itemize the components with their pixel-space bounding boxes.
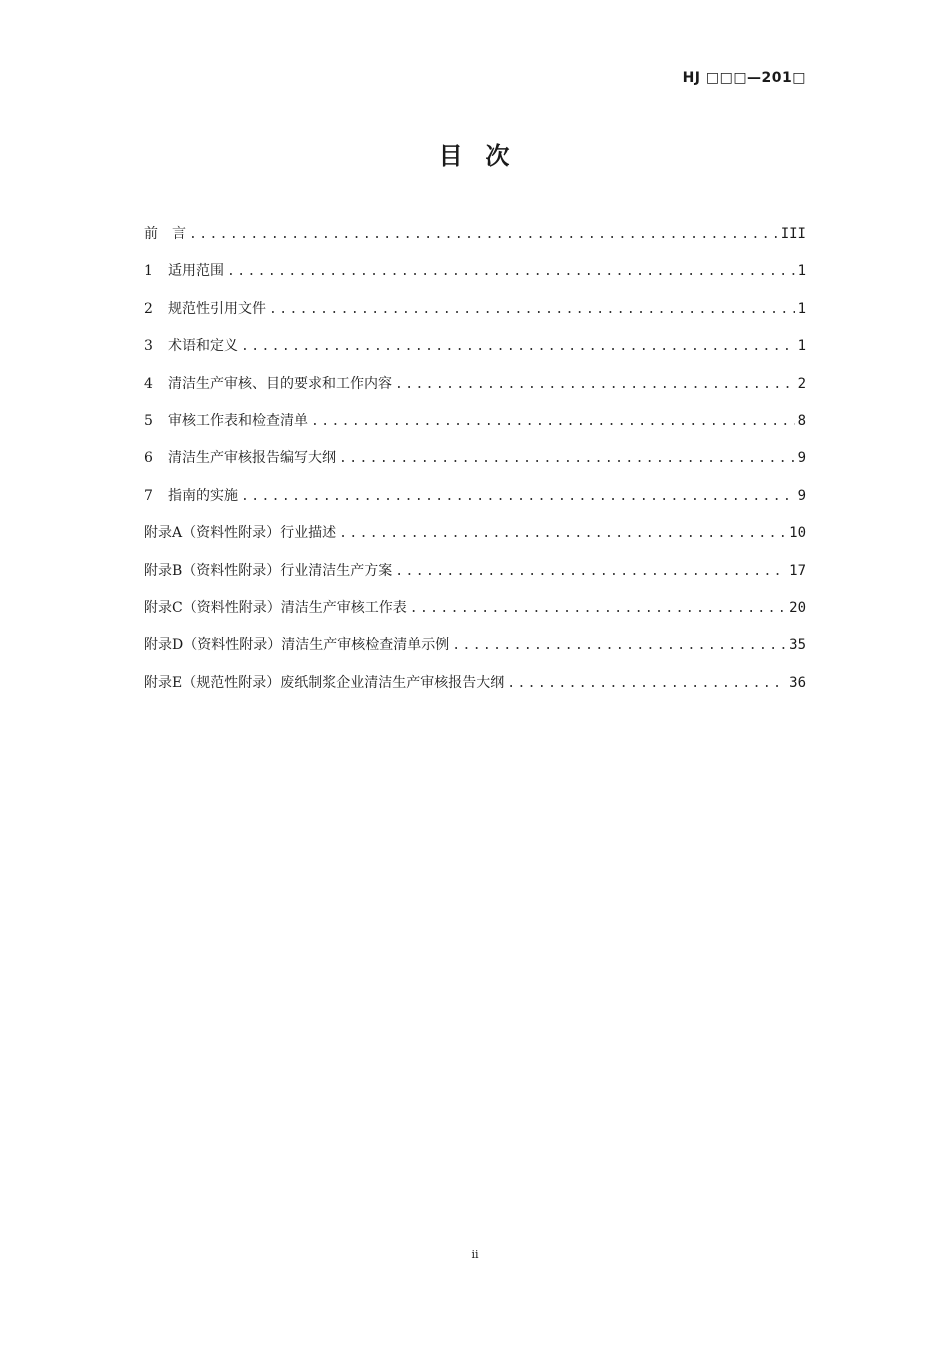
toc-entry-page: 35: [789, 637, 806, 654]
toc-entry-page: III: [780, 226, 806, 242]
toc-entry[interactable]: [144, 633, 806, 670]
toc-entry-text: 附录D（资料性附录）清洁生产审核检查清单示例: [144, 637, 450, 654]
toc-dot-leader: [339, 522, 786, 546]
toc-entry-text: 前 言: [144, 226, 186, 242]
toc-entry-page: 10: [789, 525, 806, 542]
toc-entry-page: 36: [789, 674, 806, 691]
toc-entry-page: 9: [797, 487, 806, 504]
toc-entry-page: 1: [797, 300, 806, 317]
toc-entry-page: 9: [797, 450, 806, 467]
toc-entry-text: 清洁生产审核、目的要求和工作内容: [168, 375, 392, 392]
toc-entry-text: 审核工作表和检查清单: [168, 412, 308, 429]
toc-dot-leader: [507, 672, 786, 696]
toc-entry[interactable]: [144, 671, 806, 708]
toc-entry-number: 6: [144, 450, 153, 467]
toc-entry[interactable]: [144, 484, 806, 521]
toc-entry[interactable]: [144, 596, 806, 633]
toc-entry-label: [144, 521, 336, 545]
toc-entry-number: 4: [144, 375, 153, 392]
toc-entry-page: 1: [797, 263, 806, 280]
toc-entry-text: 附录E（规范性附录）废纸制浆企业清洁生产审核报告大纲: [144, 674, 505, 691]
toc-entry[interactable]: [144, 559, 806, 596]
toc-dot-leader: [410, 597, 786, 621]
toc-dot-leader: [311, 410, 795, 434]
toc-entry-label: [144, 409, 308, 433]
standard-code: HJ □□□—201□: [682, 70, 806, 86]
toc-entry-number: 2: [144, 300, 153, 317]
toc-entry-text: 清洁生产审核报告编写大纲: [168, 450, 336, 467]
toc-entry-page: 8: [797, 412, 806, 429]
page-number: ii: [471, 1248, 479, 1261]
toc-entry-page: 17: [789, 562, 806, 579]
toc-entry-text: 附录A（资料性附录）行业描述: [144, 525, 337, 542]
toc-dot-leader: [339, 447, 795, 471]
toc-entry-label: [144, 372, 392, 396]
toc-entry-label: [144, 334, 238, 358]
toc-entry[interactable]: [144, 446, 806, 483]
toc-entry-label: [144, 446, 336, 470]
toc-entry[interactable]: [144, 521, 806, 558]
toc-dot-leader: [227, 260, 795, 284]
toc-entry-text: 指南的实施: [168, 487, 238, 504]
toc-entry[interactable]: [144, 334, 806, 371]
toc-entry[interactable]: [144, 372, 806, 409]
toc-dot-leader: [452, 634, 786, 658]
toc-dot-leader: [241, 485, 795, 509]
toc-entry-text: 适用范围: [168, 263, 224, 280]
toc-entry-label: [144, 259, 224, 283]
toc-entry-label: [144, 484, 238, 508]
table-of-contents: [144, 222, 806, 708]
toc-entry-text: 附录B（资料性附录）行业清洁生产方案: [144, 562, 393, 579]
toc-entry-text: 附录C（资料性附录）清洁生产审核工作表: [144, 599, 407, 616]
toc-entry-label: [144, 297, 266, 321]
toc-entry-number: 7: [144, 487, 153, 504]
toc-entry-label: [144, 559, 392, 583]
toc-entry-label: [144, 222, 186, 246]
toc-entry-number: 5: [144, 412, 153, 429]
toc-entry-label: [144, 633, 449, 657]
toc-entry-page: 2: [797, 375, 806, 392]
toc-entry-page: 20: [789, 599, 806, 616]
toc-dot-leader: [395, 373, 795, 397]
toc-entry-text: 规范性引用文件: [168, 300, 266, 317]
toc-dot-leader: [189, 223, 778, 247]
toc-entry-number: 3: [144, 338, 153, 355]
toc-entry-text: 术语和定义: [168, 338, 238, 355]
toc-entry[interactable]: [144, 259, 806, 296]
toc-entry-label: [144, 596, 407, 620]
toc-entry[interactable]: [144, 297, 806, 334]
toc-entry-page: 1: [797, 338, 806, 355]
toc-entry[interactable]: [144, 222, 806, 259]
toc-entry[interactable]: [144, 409, 806, 446]
toc-entry-number: 1: [144, 263, 153, 280]
toc-entry-label: [144, 671, 504, 695]
toc-dot-leader: [395, 560, 786, 584]
toc-dot-leader: [241, 335, 795, 359]
page-title: 目 次: [438, 142, 512, 170]
toc-dot-leader: [269, 298, 795, 322]
